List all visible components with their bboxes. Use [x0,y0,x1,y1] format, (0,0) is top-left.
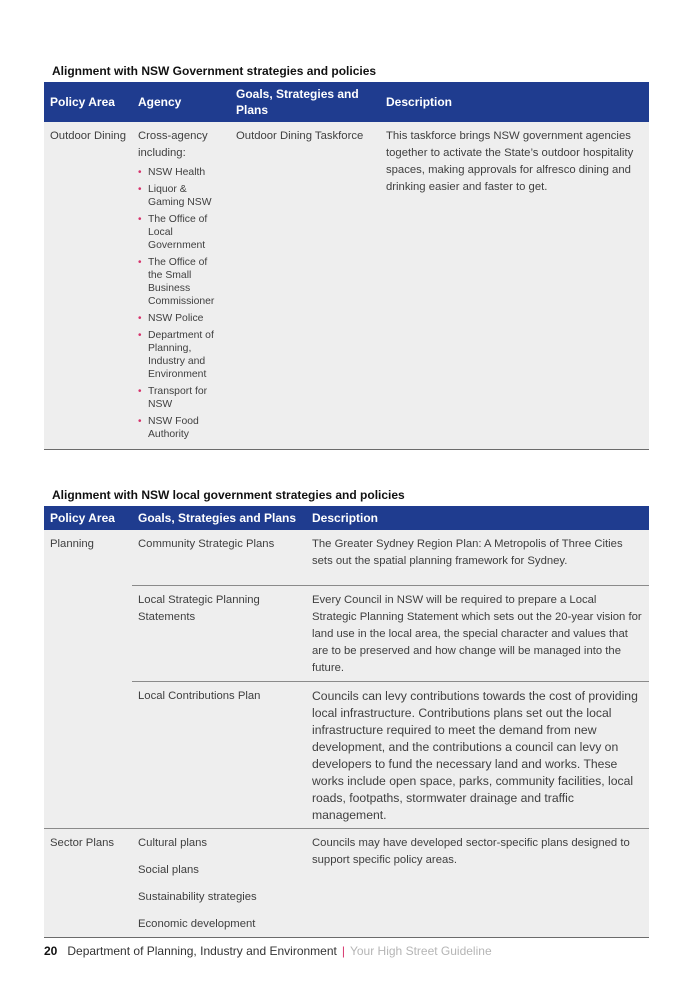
bullet-icon: • [138,416,142,427]
goal-cell: Local Strategic Planning Statements [132,585,306,681]
page-footer [44,944,492,958]
footer-divider: | [341,944,345,958]
agency-cell [132,122,230,450]
agency-list [138,166,224,441]
sector-goals-list [138,835,300,933]
list-item: • The Office of the Small Business Commissioner [138,257,215,307]
local-government-table [44,506,649,938]
header-policy-area: Policy Area [44,506,132,530]
bullet-icon: • [138,167,142,178]
list-item: Cultural plans [138,836,208,849]
table1-header-row [44,82,649,122]
list-item: • Liquor & Gaming NSW [138,184,212,208]
list-item: • NSW Food Authority [138,416,199,440]
table-row [44,681,649,828]
header-policy-area: Policy Area [44,82,132,122]
list-item: • Transport for NSW [138,386,208,410]
header-agency: Agency [132,82,230,122]
description-cell: This taskforce brings NSW government agencies together to activate the State’s outdoor hospitality spaces, making approvals for alfresco dining and drinking easier and faster to get. [380,122,649,450]
page-number: 20 [44,944,58,958]
table2-title: Alignment with NSW local government strategies and policies [52,488,405,502]
list-item: • The Office of Local Government [138,214,208,251]
goal-cell: Local Contributions Plan [132,681,306,828]
nsw-government-table [44,82,649,450]
table-row [44,122,649,450]
footer-guideline: Your High Street Guideline [349,944,492,958]
list-item: • NSW Health [138,167,206,178]
description-cell: The Greater Sydney Region Plan: A Metropolis of Three Cities sets out the spatial planning framework for Sydney. [306,530,649,585]
policy-area-cell: Outdoor Dining [44,122,132,450]
goals-cell: Outdoor Dining Taskforce [230,122,380,450]
policy-area-cell: Planning [44,530,132,828]
agency-intro: Cross-agency including: [138,130,208,159]
list-item: Economic development [138,917,256,930]
list-item: Sustainability strategies [138,890,257,903]
header-goals: Goals, Strategies and Plans [230,82,380,122]
bullet-icon: • [138,313,142,324]
goal-cell: Community Strategic Plans [132,530,306,585]
list-item: Social plans [138,863,199,876]
policy-area-cell: Sector Plans [44,828,132,937]
table1-title: Alignment with NSW Government strategies and policies [52,64,377,78]
header-goals: Goals, Strategies and Plans [132,506,306,530]
table-row [44,828,649,937]
goal-cell [132,828,306,937]
table-row [44,530,649,585]
header-description: Description [306,506,649,530]
header-description: Description [380,82,649,122]
description-cell: Councils can levy contributions towards the cost of providing local infrastructure. Contributions plans set out the local infrastructure required to meet the demand from new development, and the contributions a council can levy on developers to fund the necessary land and works. These works include open space, parks, community facilities, local roads, footpaths, stormwater drainage and traffic management. [306,681,649,828]
list-item: • Department of Planning, Industry and Environment [138,330,214,380]
footer-department: Department of Planning, Industry and Environment [67,944,337,958]
bullet-icon: • [138,386,142,397]
table2-header-row [44,506,649,530]
bullet-icon: • [138,330,142,341]
bullet-icon: • [138,214,142,225]
description-cell: Every Council in NSW will be required to prepare a Local Strategic Planning Statement which sets out the 20-year vision for land use in the local area, the special character and values that are to be preserved and how change will be managed into the future. [306,585,649,681]
list-item: • NSW Police [138,313,204,324]
bullet-icon: • [138,184,142,195]
description-cell: Councils may have developed sector-specific plans designed to support specific policy areas. [306,828,649,937]
table-row [44,585,649,681]
bullet-icon: • [138,257,142,268]
